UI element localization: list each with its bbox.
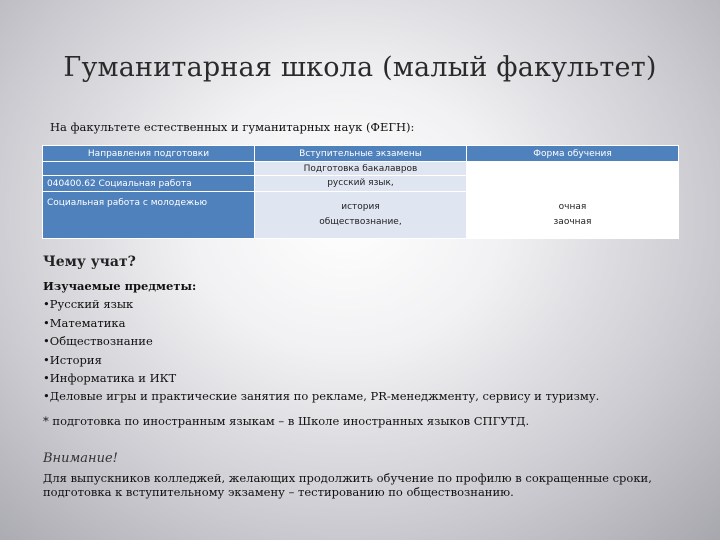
table-subheader-row <box>43 162 679 176</box>
language-note: * подготовка по иностранным языкам – в Школе иностранных языков СПГУТД. <box>43 414 530 428</box>
subjects-list <box>43 277 599 406</box>
study-forms <box>467 192 679 239</box>
direction-code: 040400.62 Социальная работа <box>43 176 255 192</box>
exam-russian: русский язык, <box>255 176 467 192</box>
list-item: •Информатика и ИКТ <box>43 371 177 386</box>
exam-social-studies: обществознание, <box>319 217 402 227</box>
programs-table <box>42 145 679 239</box>
faculty-intro: На факультете естественных и гуманитарных наук (ФЕГН): <box>50 120 415 134</box>
table-row <box>43 192 679 239</box>
form-fulltime: очная <box>558 202 587 212</box>
list-item: •Обществознание <box>43 334 153 349</box>
attention-heading: Внимание! <box>43 451 118 466</box>
list-item: •Математика <box>43 315 126 330</box>
table-header-row <box>43 146 679 162</box>
exam-history: история <box>341 202 380 212</box>
section-heading: Чему учат? <box>43 254 136 270</box>
exam-history-social <box>255 192 467 239</box>
header-directions: Направления подготовки <box>43 146 255 162</box>
header-form: Форма обучения <box>467 146 679 162</box>
table-row <box>43 176 679 192</box>
direction-youth: Социальная работа с молодежью <box>43 192 255 239</box>
attention-text: Для выпускников колледжей, желающих продолжить обучение по профилю в сокращенные сроки, подготовка к вступительному экзамену – тестированию по обществознанию. <box>43 471 652 499</box>
subheader-empty-cell <box>43 162 255 176</box>
list-item: •Деловые игры и практические занятия по рекламе, PR-менеджменту, сервису и туризму. <box>43 389 600 404</box>
subheader-form-empty <box>467 162 679 176</box>
list-item: •История <box>43 352 102 367</box>
page-title: Гуманитарная школа (малый факультет) <box>63 52 657 83</box>
list-item: •Русский язык <box>43 297 134 312</box>
header-exams: Вступительные экзамены <box>255 146 467 162</box>
form-parttime: заочная <box>553 217 592 227</box>
bachelor-subheader: Подготовка бакалавров <box>255 162 467 176</box>
form-empty-cell <box>467 176 679 192</box>
subjects-label: Изучаемые предметы: <box>43 279 197 293</box>
